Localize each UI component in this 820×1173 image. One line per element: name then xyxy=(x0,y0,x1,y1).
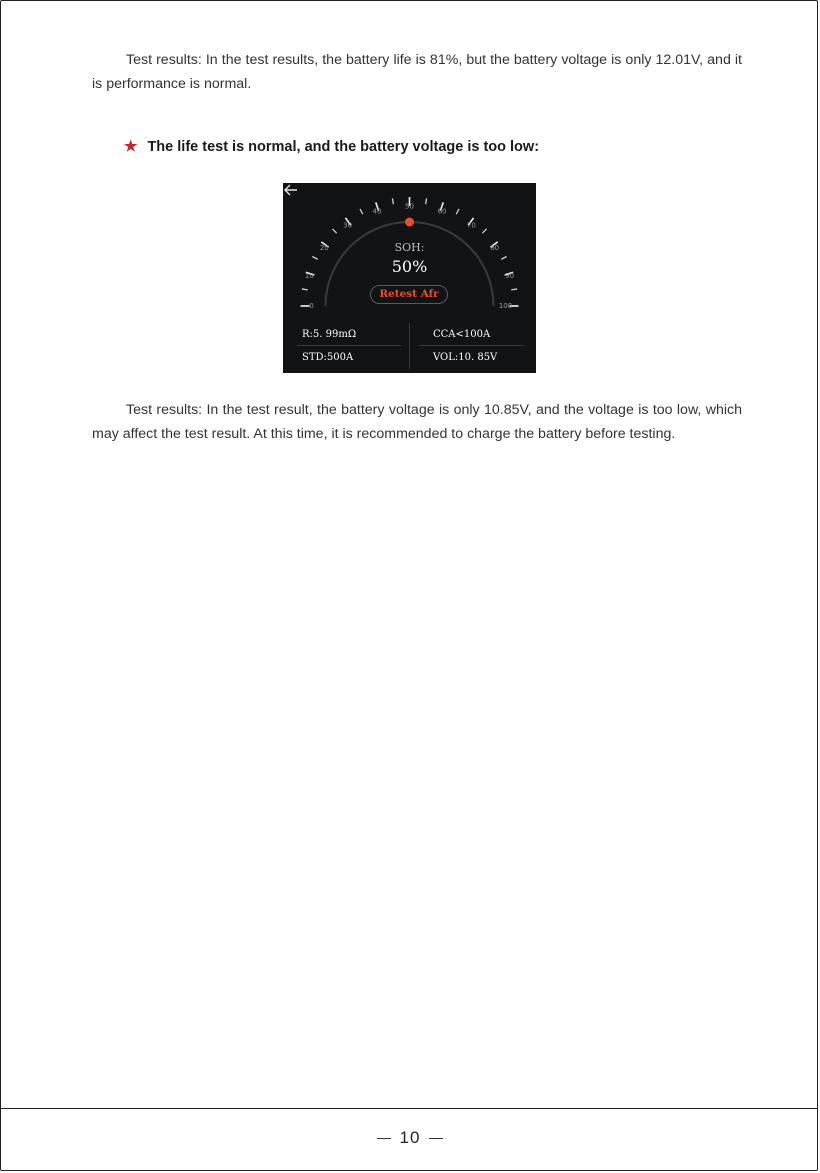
gauge-scale-label: 70 xyxy=(466,221,476,230)
soh-label: SOH: xyxy=(394,241,425,254)
gauge-tick xyxy=(332,229,336,233)
gauge-scale-label: 50 xyxy=(405,202,414,211)
result-paragraph-2-text: Test results: In the test result, the battery voltage is only 10.85V, and the voltage is too low, which may affect the test result. At this time, it is recommended to charge the battery before testing. xyxy=(92,402,742,442)
gauge-scale-label: 60 xyxy=(437,207,447,216)
result-paragraph-1-text: Test results: In the test results, the battery life is 81%, but the battery voltage is only 12.01V, and it is performance is normal. xyxy=(92,52,742,92)
result-paragraph-2 xyxy=(92,398,742,446)
cca-value: CCA<100A xyxy=(433,329,491,340)
section-heading xyxy=(124,137,539,155)
divider xyxy=(409,323,410,369)
dash xyxy=(429,1138,443,1139)
gauge-scale-label: 100 xyxy=(498,302,513,310)
gauge-scale-label: 90 xyxy=(505,271,515,280)
gauge-tick xyxy=(511,289,517,290)
section-heading-text: The life test is normal, and the battery voltage is too low: xyxy=(147,139,540,155)
voltage-value: VOL:10. 85V xyxy=(433,352,498,363)
divider xyxy=(419,345,523,346)
page-number: 10 xyxy=(399,1128,421,1147)
result-paragraph-1 xyxy=(92,48,742,96)
gauge-tick xyxy=(302,289,308,290)
gauge-scale-label: 80 xyxy=(490,243,500,252)
gauge-scale-label: 0 xyxy=(309,302,314,310)
footer-rule xyxy=(0,1108,818,1109)
gauge-tick xyxy=(482,229,486,233)
dash xyxy=(377,1138,391,1139)
gauge-tick xyxy=(456,209,459,214)
star-icon: ★ xyxy=(124,138,138,155)
battery-tester-screen xyxy=(283,183,536,373)
standard-value: STD:500A xyxy=(302,352,354,363)
divider xyxy=(297,345,401,346)
gauge-scale-label: 10 xyxy=(304,271,314,280)
gauge-tick xyxy=(360,209,363,214)
gauge-tick xyxy=(392,198,393,204)
gauge-indicator-dot xyxy=(405,218,414,227)
soh-value: 50% xyxy=(391,257,428,276)
page-footer xyxy=(0,1128,820,1148)
back-arrow-icon[interactable] xyxy=(283,183,299,197)
gauge-tick xyxy=(426,198,427,204)
gauge-scale-label: 30 xyxy=(343,221,353,230)
gauge-scale-label: 40 xyxy=(372,207,382,216)
resistance-value: R:5. 99mΩ xyxy=(302,329,357,340)
gauge-scale-label: 20 xyxy=(319,243,329,252)
retest-button[interactable]: Retest Afr xyxy=(370,285,448,304)
